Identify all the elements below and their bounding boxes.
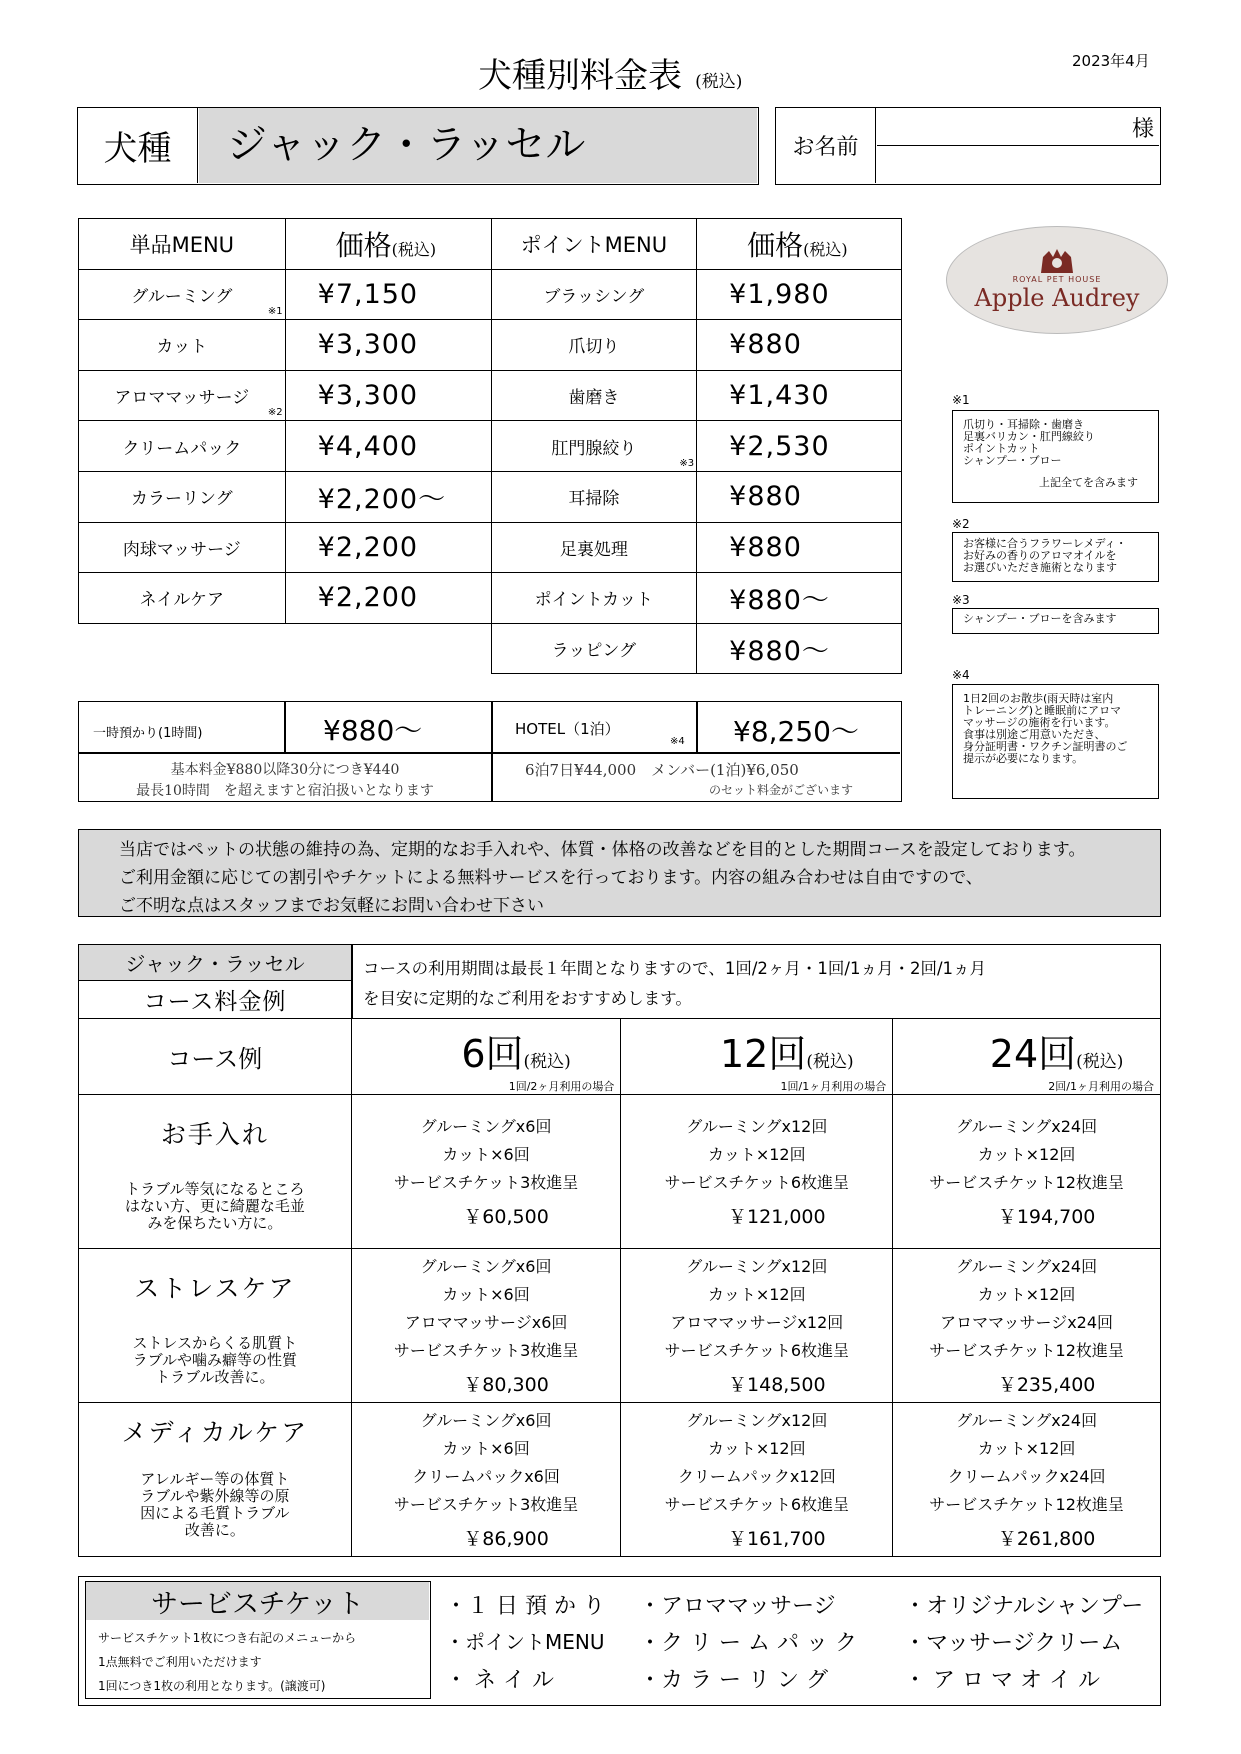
point-menu-header: ポイントMENU <box>491 219 697 270</box>
point-item-name: 爪切り <box>491 320 697 371</box>
hotel-note-1: 6泊7日¥44,000 メンバー(1泊)¥6,050 <box>525 761 799 779</box>
single-item-name: カット <box>79 320 286 371</box>
breed-name: ジャック・ラッセル <box>199 108 757 183</box>
point-item-name: 足裏処理 <box>491 522 697 573</box>
single-item-name: カラーリング <box>79 471 286 522</box>
note-line: マッサージの施術を行います。 <box>963 716 1116 729</box>
menu-row <box>79 471 902 522</box>
single-item-price: ¥2,200〜 <box>285 471 491 522</box>
note-line: 爪切り・耳掃除・歯磨き <box>963 418 1084 431</box>
ticket-item: ・１ 日 預 か り <box>445 1594 605 1619</box>
info-line: 当店ではペットの状態の維持の為、定期的なお手入れや、体質・体格の改善などを目的とした期間コースを設定しております。 <box>119 840 1086 860</box>
menu-table <box>78 218 902 674</box>
course-title: コース料金例 <box>143 989 287 1015</box>
menu-row <box>79 320 902 371</box>
menu-row <box>79 522 902 573</box>
single-item-name: クリームパック <box>79 421 286 472</box>
single-menu-header: 単品MENU <box>79 219 286 270</box>
hotel-mark: ※4 <box>670 736 685 747</box>
ticket-desc: サービスチケット1枚につき右記のメニューから 1点無料でご利用いただけます 1回につき1枚の利用となります。(譲渡可) <box>98 1631 357 1693</box>
point-item-price: ¥880 <box>697 522 902 573</box>
single-item-name: 肉球マッサージ <box>79 522 286 573</box>
point-item-price: ¥880〜 <box>697 573 902 624</box>
ticket-item: ・ ア ロ マ オ イ ル <box>904 1668 1100 1693</box>
single-item-price: ¥7,150 <box>285 269 491 320</box>
note-line: ポイントカット <box>963 442 1040 455</box>
note-line: 提示が必要になります。 <box>963 752 1084 765</box>
note-box <box>952 684 1159 799</box>
single-item-price: ¥3,300 <box>285 370 491 421</box>
menu-row <box>79 573 902 624</box>
point-item-price: ¥1,430 <box>697 370 902 421</box>
point-item-name: ブラッシング <box>491 269 697 320</box>
customer-name-field[interactable] <box>877 108 1159 146</box>
hotel-note-2: のセット料金がございます <box>709 783 854 797</box>
course-breed: ジャック・ラッセル <box>79 945 351 981</box>
daycare-note-1: 基本料金¥880以降30分につき¥440 <box>170 762 400 778</box>
course-col-label: コース例 <box>79 1019 352 1095</box>
daycare-name: 一時預かり(1時間) <box>93 726 203 741</box>
ticket-item: ・アロママッサージ <box>639 1594 836 1619</box>
menu-row <box>79 421 902 472</box>
single-item-name: ネイルケア <box>79 573 286 624</box>
course-row-label: メディカルケア アレルギー等の体質ト ラブルや紫外線等の原 因による毛質トラブル 改善に。 <box>79 1403 352 1557</box>
note-box <box>952 410 1159 503</box>
course-row <box>79 1249 1161 1403</box>
breed-box <box>77 107 759 185</box>
note-line: 足裏バリカン・肛門線絞り <box>963 430 1095 443</box>
note-line: 食事は別途ご用意いただき、 <box>963 728 1106 741</box>
single-item-price: ¥4,400 <box>285 421 491 472</box>
menu-row <box>79 370 902 421</box>
logo-top-text: ROYAL PET HOUSE <box>1012 274 1102 284</box>
stay-box <box>78 701 902 802</box>
note-line: お選びいただき施術となります <box>963 561 1117 574</box>
course-desc-2: を目安に定期的なご利用をおすすめします。 <box>363 989 692 1008</box>
point-item-price: ¥1,980 <box>697 269 902 320</box>
note-box <box>952 608 1159 634</box>
info-line: ご不明な点はスタッフまでお気軽にお問い合わせ下さい <box>119 896 544 916</box>
ticket-item: ・オリジナルシャンプー <box>904 1594 1144 1619</box>
course-col-header: 24回(税込) 2回/1ヶ月利用の場合 <box>893 1019 1161 1095</box>
logo-name-text: Apple Audrey <box>974 283 1140 312</box>
note-line: シャンプー・ブローを含みます <box>963 612 1117 625</box>
point-price-header: 価格(税込) <box>697 219 902 270</box>
point-item-price: ¥880〜 <box>697 623 902 674</box>
course-cell: グルーミングx12回 カット×12回 クリームパックx12回 サービスチケット6枚進呈 ￥161,700 <box>621 1403 893 1557</box>
single-price-header: 価格(税込) <box>285 219 491 270</box>
ticket-item: ・ ネ イ ル <box>445 1668 554 1693</box>
shop-logo <box>946 226 1168 334</box>
course-row-label: お手入れ トラブル等気になるところ はない方、更に綺麗な毛並 みを保ちたい方に。 <box>79 1095 352 1249</box>
note-line: 身分証明書・ワクチン証明書のご <box>963 740 1128 753</box>
point-item-price: ¥880 <box>697 471 902 522</box>
point-item-name: ラッピング <box>491 623 697 674</box>
single-item-name: グルーミング ※1 <box>79 269 286 320</box>
point-item-price: ¥2,530 <box>697 421 902 472</box>
info-line: ご利用金額に応じての割引やチケットによる無料サービスを行っております。内容の組み合わせは自由ですので、 <box>119 868 983 888</box>
course-cell: グルーミングx24回 カット×12回 クリームパックx24回 サービスチケット12枚進呈 ￥261,800 <box>893 1403 1161 1557</box>
course-desc-1: コースの利用期間は最長１年間となりますので、1回/2ヶ月・1回/1ヵ月・2回/1ヵ月 <box>363 959 987 978</box>
page-title: 犬種別料金表 <box>478 56 682 96</box>
course-header <box>78 944 1161 1019</box>
note-mark: ※4 <box>952 668 970 682</box>
course-cell: グルーミングx24回 カット×12回 アロママッサージx24回 サービスチケット12枚進呈 ￥235,400 <box>893 1249 1161 1403</box>
single-item-name: アロママッサージ ※2 <box>79 370 286 421</box>
daycare-note-2: 最長10時間 を超えますと宿泊扱いとなります <box>136 783 434 799</box>
note-line: 1日2回のお散歩(雨天時は室内 <box>963 692 1114 705</box>
note-line: お客様に合うフラワーレメディ・ <box>963 537 1127 550</box>
hotel-name: HOTEL（1泊） <box>515 720 620 738</box>
note-line: トレーニング)と睡眠前にアロマ <box>963 704 1122 717</box>
note-mark: ※3 <box>952 593 970 607</box>
single-item-price: ¥3,300 <box>285 320 491 371</box>
menu-row <box>79 623 902 674</box>
note-box <box>952 532 1159 582</box>
ticket-item: ・カ ラ ー リ ン グ <box>639 1668 828 1693</box>
point-item-name: ポイントカット <box>491 573 697 624</box>
course-cell: グルーミングx12回 カット×12回 サービスチケット6枚進呈 ￥121,000 <box>621 1095 893 1249</box>
document-date: 2023年4月 <box>1072 52 1150 70</box>
course-cell: グルーミングx24回 カット×12回 サービスチケット12枚進呈 ￥194,700 <box>893 1095 1161 1249</box>
point-item-name: 肛門腺絞り ※3 <box>491 421 697 472</box>
note-mark: ※2 <box>952 517 970 531</box>
ticket-box <box>78 1576 1161 1706</box>
page-title-wrap <box>478 48 742 97</box>
course-cell: グルーミングx6回 カット×6回 アロママッサージx6回 サービスチケット3枚進呈 ￥80,300 <box>351 1249 621 1403</box>
course-col-header: 6回(税込) 1回/2ヶ月利用の場合 <box>351 1019 621 1095</box>
page-title-tax: (税込) <box>695 72 743 92</box>
course-cell: グルーミングx12回 カット×12回 アロママッサージx12回 サービスチケット6枚進呈 ￥148,500 <box>621 1249 893 1403</box>
breed-label: 犬種 <box>78 108 198 183</box>
course-row <box>79 1095 1161 1249</box>
ticket-item: ・マッサージクリーム <box>904 1631 1123 1656</box>
note-footer: 上記全てを含みます <box>1039 476 1138 489</box>
ticket-item: ・ク リ ー ム パ ッ ク <box>639 1631 857 1656</box>
point-item-price: ¥880 <box>697 320 902 371</box>
ticket-info <box>85 1581 431 1699</box>
note-line: シャンプー・ブロー <box>963 454 1062 467</box>
hotel-price: ¥8,250〜 <box>733 715 859 748</box>
course-row <box>79 1403 1161 1557</box>
course-cell: グルーミングx6回 カット×6回 クリームパックx6回 サービスチケット3枚進呈 ￥86,900 <box>351 1403 621 1557</box>
customer-name-box <box>775 107 1161 185</box>
daycare-price: ¥880〜 <box>323 714 423 747</box>
course-row-label: ストレスケア ストレスからくる肌質ト ラブルや噛み癖等の性質 トラブル改善に。 <box>79 1249 352 1403</box>
course-cell: グルーミングx6回 カット×6回 サービスチケット3枚進呈 ￥60,500 <box>351 1095 621 1249</box>
course-col-header: 12回(税込) 1回/1ヶ月利用の場合 <box>621 1019 893 1095</box>
point-item-name: 歯磨き <box>491 370 697 421</box>
crest-icon <box>1033 247 1081 275</box>
point-item-name: 耳掃除 <box>491 471 697 522</box>
ticket-item: ・ポイントMENU <box>445 1630 605 1654</box>
course-table <box>78 1018 1161 1557</box>
menu-row <box>79 269 902 320</box>
note-line: お好みの香りのアロマオイルを <box>963 549 1117 562</box>
ticket-title: サービスチケット <box>86 1582 429 1620</box>
customer-name-suffix: 様 <box>1131 117 1154 142</box>
customer-name-label: お名前 <box>776 108 876 183</box>
single-item-price: ¥2,200 <box>285 522 491 573</box>
info-box <box>78 829 1161 917</box>
note-mark: ※1 <box>952 393 970 407</box>
single-item-price: ¥2,200 <box>285 573 491 624</box>
